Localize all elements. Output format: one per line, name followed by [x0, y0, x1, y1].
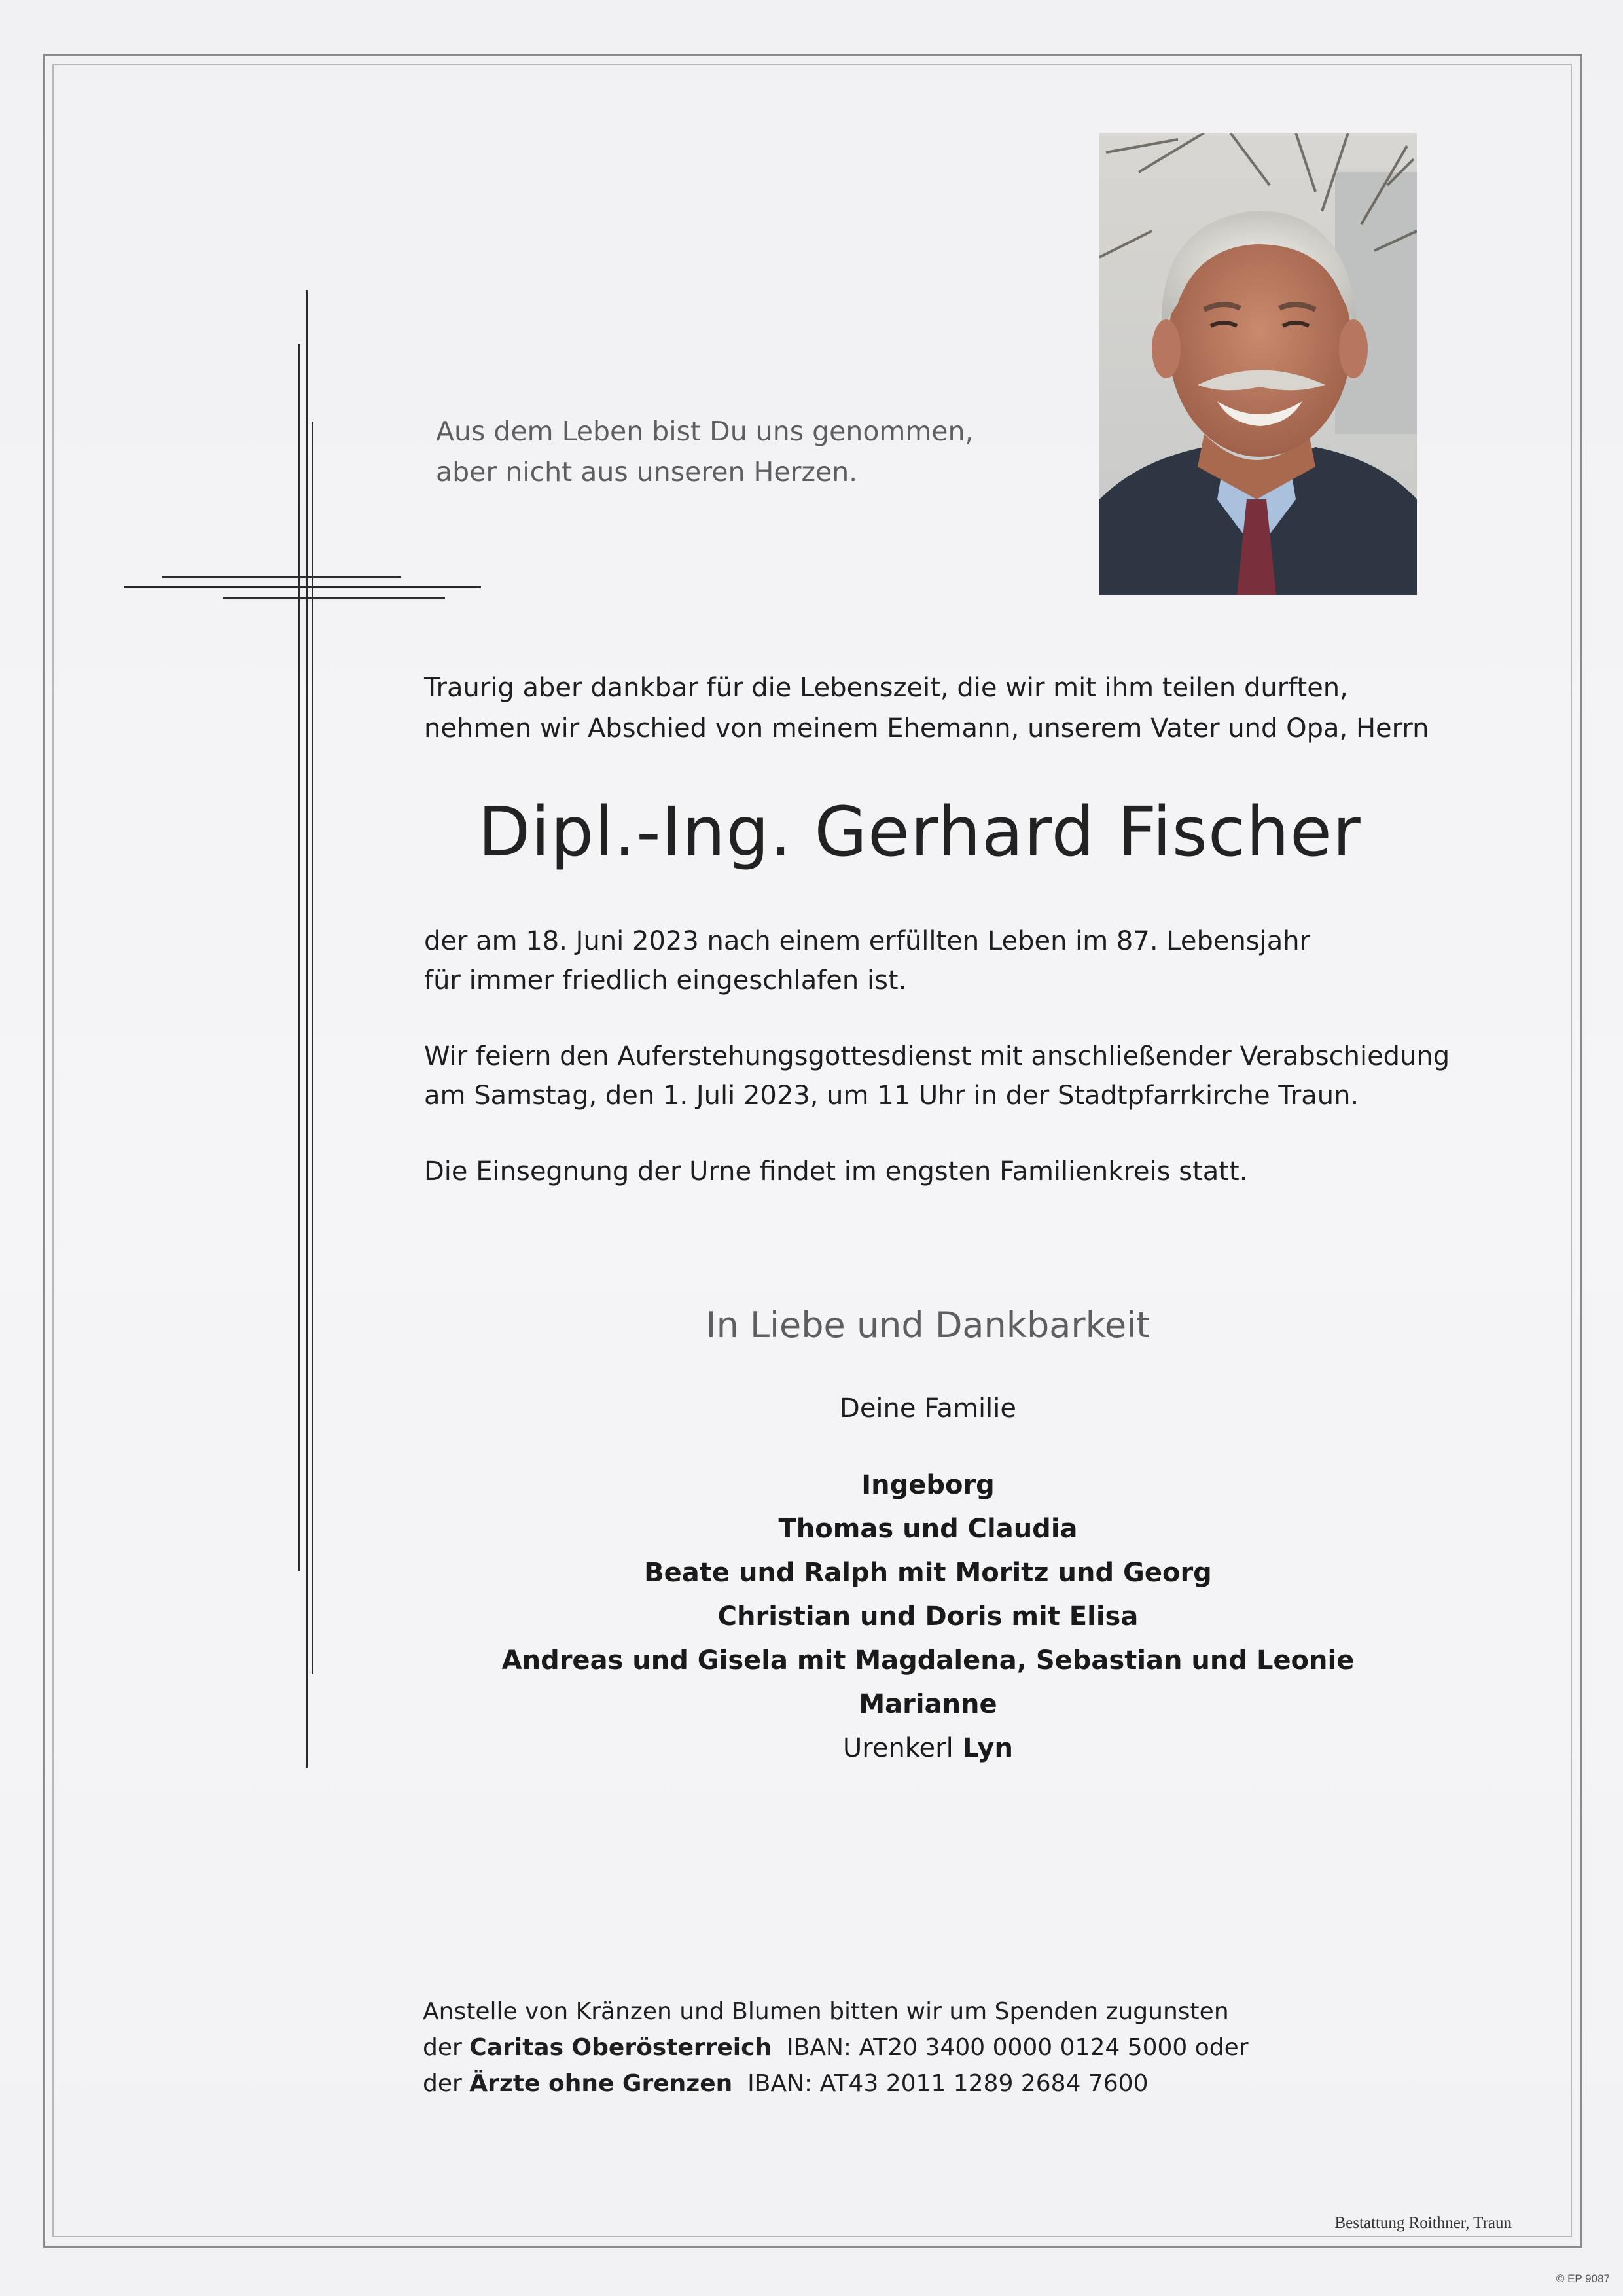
service-line-2: am Samstag, den 1. Juli 2023, um 11 Uhr in der Stadtpfarrkirche Traun. — [424, 1081, 1359, 1111]
motto-line-2: aber nicht aus unseren Herzen. — [436, 456, 858, 488]
undertaker-credit: Bestattung Roithner, Traun — [1334, 2214, 1512, 2232]
portrait-image — [1099, 133, 1417, 595]
intro-paragraph — [424, 668, 1484, 749]
family-member: Thomas und Claudia — [778, 1514, 1078, 1544]
family-member: Christian und Doris mit Elisa — [717, 1602, 1139, 1632]
motto-quote — [436, 411, 1025, 492]
donation-line-3 — [423, 2066, 1404, 2102]
burial-paragraph: Die Einsegnung der Urne findet im engsten Familienkreis statt. — [424, 1157, 1248, 1187]
donation-org-2: Ärzte ohne Grenzen — [469, 2070, 733, 2097]
copyright-code: © EP 9087 — [1556, 2272, 1610, 2285]
family-members-list — [404, 1463, 1452, 1770]
donation-org-2-iban: IBAN: AT43 2011 1289 2684 7600 — [747, 2070, 1149, 2097]
portrait-photo — [1099, 133, 1417, 595]
intro-line-1: Traurig aber dankbar für die Lebenszeit, die wir mit ihm teilen durften, — [424, 673, 1348, 703]
great-grandchild-line — [404, 1727, 1452, 1770]
family-member: Beate und Ralph mit Moritz und Georg — [644, 1558, 1212, 1588]
closing-phrase: In Liebe und Dankbarkeit — [705, 1304, 1150, 1346]
donation-line-2 — [423, 2030, 1404, 2066]
death-notice-paragraph — [424, 922, 1484, 1000]
donation-request — [423, 1994, 1404, 2102]
service-line-1: Wir feiern den Auferstehungsgottesdienst mit anschließender Verabschiedung — [424, 1041, 1450, 1071]
family-member: Marianne — [859, 1689, 997, 1719]
intro-line-2: nehmen wir Abschied von meinem Ehemann, unserem Vater und Opa, Herrn — [424, 713, 1429, 744]
family-member: Andreas und Gisela mit Magdalena, Sebastian und Leonie — [501, 1645, 1355, 1676]
donation-org-1: Caritas Oberösterreich — [469, 2034, 772, 2061]
great-grandchild-prefix: Urenkerl — [843, 1733, 954, 1763]
deceased-name: Dipl.-Ing. Gerhard Fischer — [478, 792, 1361, 872]
service-paragraph — [424, 1037, 1484, 1115]
donation-org-1-iban: IBAN: AT20 3400 0000 0124 5000 oder — [787, 2034, 1249, 2061]
donation-line-2-prefix: der — [423, 2034, 462, 2061]
donation-line-3-prefix: der — [423, 2070, 462, 2097]
death-notice-line-2: für immer friedlich eingeschlafen ist. — [424, 965, 907, 996]
donation-line-1: Anstelle von Kränzen und Blumen bitten wir um Spenden zugunsten — [423, 1998, 1229, 2025]
death-notice-line-1: der am 18. Juni 2023 nach einem erfüllten Leben im 87. Lebensjahr — [424, 926, 1311, 956]
great-grandchild-name: Lyn — [962, 1733, 1013, 1763]
motto-line-1: Aus dem Leben bist Du uns genommen, — [436, 416, 974, 447]
family-label: Deine Familie — [840, 1393, 1016, 1424]
family-member: Ingeborg — [861, 1470, 995, 1500]
